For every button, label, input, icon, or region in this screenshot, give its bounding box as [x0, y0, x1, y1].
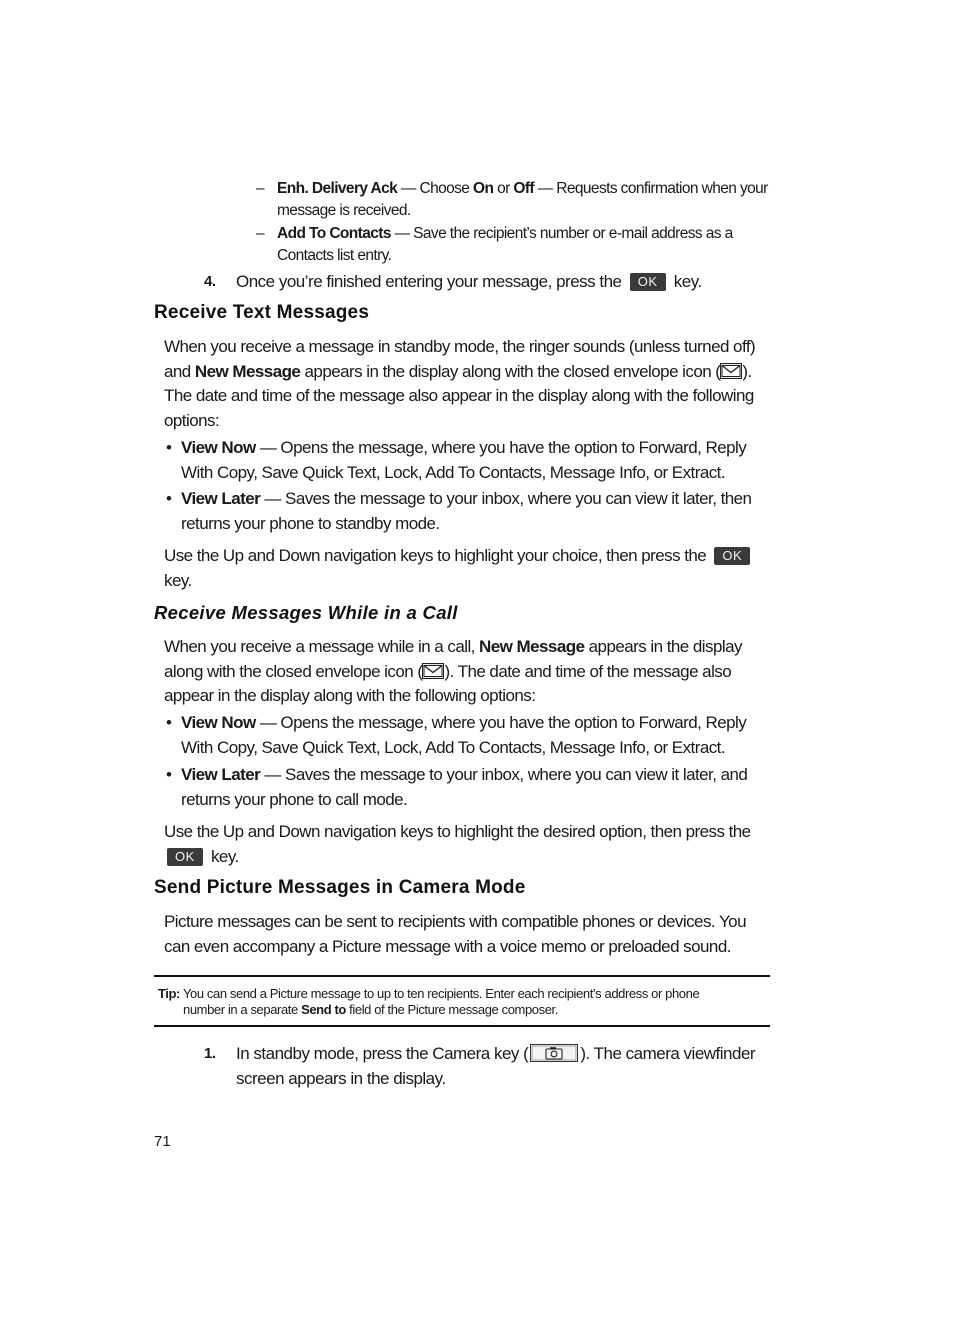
term: Add To Contacts: [277, 225, 391, 242]
text: appears in the display: [584, 637, 742, 656]
bullet-dot: •: [166, 438, 172, 457]
bullet-dot: •: [166, 489, 172, 508]
option-off: Off: [513, 180, 534, 197]
text: Once you’re finished entering your message, press the: [236, 272, 626, 291]
bullet-dot: •: [166, 765, 172, 784]
nav-instructions-1: [164, 544, 770, 593]
text: In standby mode, press the Camera key (: [236, 1044, 529, 1063]
text: Contacts list entry.: [277, 247, 392, 264]
section-title-send-picture: Send Picture Messages in Camera Mode: [154, 877, 526, 898]
text: or: [493, 180, 514, 197]
text: — Choose: [397, 180, 474, 197]
section-title-receive-in-call: Receive Messages While in a Call: [154, 602, 458, 623]
term: Enh. Delivery Ack: [277, 180, 398, 197]
bullet-dot: •: [166, 713, 172, 732]
term: View Now: [181, 438, 256, 457]
text: key.: [206, 846, 239, 866]
text: — Opens the message, where you have the option to Forward, Reply With Copy, Save Quick Text, Lock, Add To Contacts, Message Info, or Extract.: [181, 713, 747, 757]
ok-key-icon: OK: [630, 273, 666, 291]
send-to-term: Send to: [301, 1002, 346, 1017]
term: View Later: [181, 765, 261, 784]
text: field of the Picture message composer.: [345, 1002, 558, 1017]
text: key.: [164, 570, 192, 590]
text: Use the Up and Down navigation keys to highlight the desired option, then press the: [164, 822, 751, 841]
text: message is received.: [277, 202, 411, 219]
tip-top-rule: [154, 975, 770, 977]
text: The date and time of the message also appear in the display along with the following options:: [164, 386, 754, 430]
text: — Saves the message to your inbox, where you can view it later, then returns your phone to standby mode.: [181, 489, 752, 533]
text: ).: [742, 361, 752, 381]
option-on: On: [473, 180, 494, 197]
send-picture-paragraph: Picture messages can be sent to recipients with compatible phones or devices. You can even accompany a Picture message with a voice memo or preloaded sound.: [164, 912, 746, 956]
text: key.: [669, 272, 702, 291]
text: — Requests confirmation when your: [533, 180, 768, 197]
camera-key-icon: [530, 1044, 578, 1062]
tip-box: [158, 986, 770, 1018]
text: ). The camera viewfinder: [580, 1044, 756, 1063]
dash: –: [256, 225, 265, 242]
ok-key-icon: OK: [167, 848, 203, 866]
term: View Now: [181, 713, 256, 732]
receive-in-call-paragraph: [164, 635, 770, 709]
envelope-icon: [720, 363, 742, 379]
text: and: [164, 361, 195, 381]
text: — Save the recipient’s number or e-mail address as a: [390, 225, 733, 242]
new-message-term: New Message: [194, 361, 301, 381]
step-number: 4.: [204, 273, 216, 290]
page-number: 71: [154, 1133, 171, 1150]
text: along with the closed envelope icon (: [164, 661, 423, 681]
section-title-receive-text: Receive Text Messages: [154, 302, 370, 323]
text: appear in the display along with the following options:: [164, 686, 536, 706]
text: — Saves the message to your inbox, where you can view it later, and returns your phone to call mode.: [181, 765, 748, 809]
receive-text-paragraph: [164, 335, 770, 433]
text: — Opens the message, where you have the option to Forward, Reply With Copy, Save Quick Text, Lock, Add To Contacts, Message Info, or Extract.: [181, 438, 747, 482]
text: When you receive a message while in a call,: [164, 637, 480, 656]
text: You can send a Picture message to up to ten recipients. Enter each recipient’s address or phone: [180, 986, 700, 1001]
step-number: 1.: [204, 1045, 216, 1062]
text: appears in the display along with the closed envelope icon (: [300, 361, 721, 381]
text: When you receive a message in standby mode, the ringer sounds (unless turned off): [164, 337, 756, 356]
tip-label: Tip:: [158, 986, 180, 1001]
text: ). The date and time of the message also: [444, 661, 732, 681]
text: number in a separate: [183, 1002, 302, 1017]
tip-bottom-rule: [154, 1025, 770, 1027]
text: Use the Up and Down navigation keys to highlight your choice, then press the: [164, 546, 711, 565]
nav-instructions-2: [164, 820, 770, 869]
term: View Later: [181, 489, 261, 508]
ok-key-icon: OK: [714, 547, 750, 565]
dash: –: [256, 180, 265, 197]
text: screen appears in the display.: [236, 1069, 446, 1088]
new-message-term: New Message: [479, 637, 585, 656]
envelope-icon: [422, 663, 444, 679]
